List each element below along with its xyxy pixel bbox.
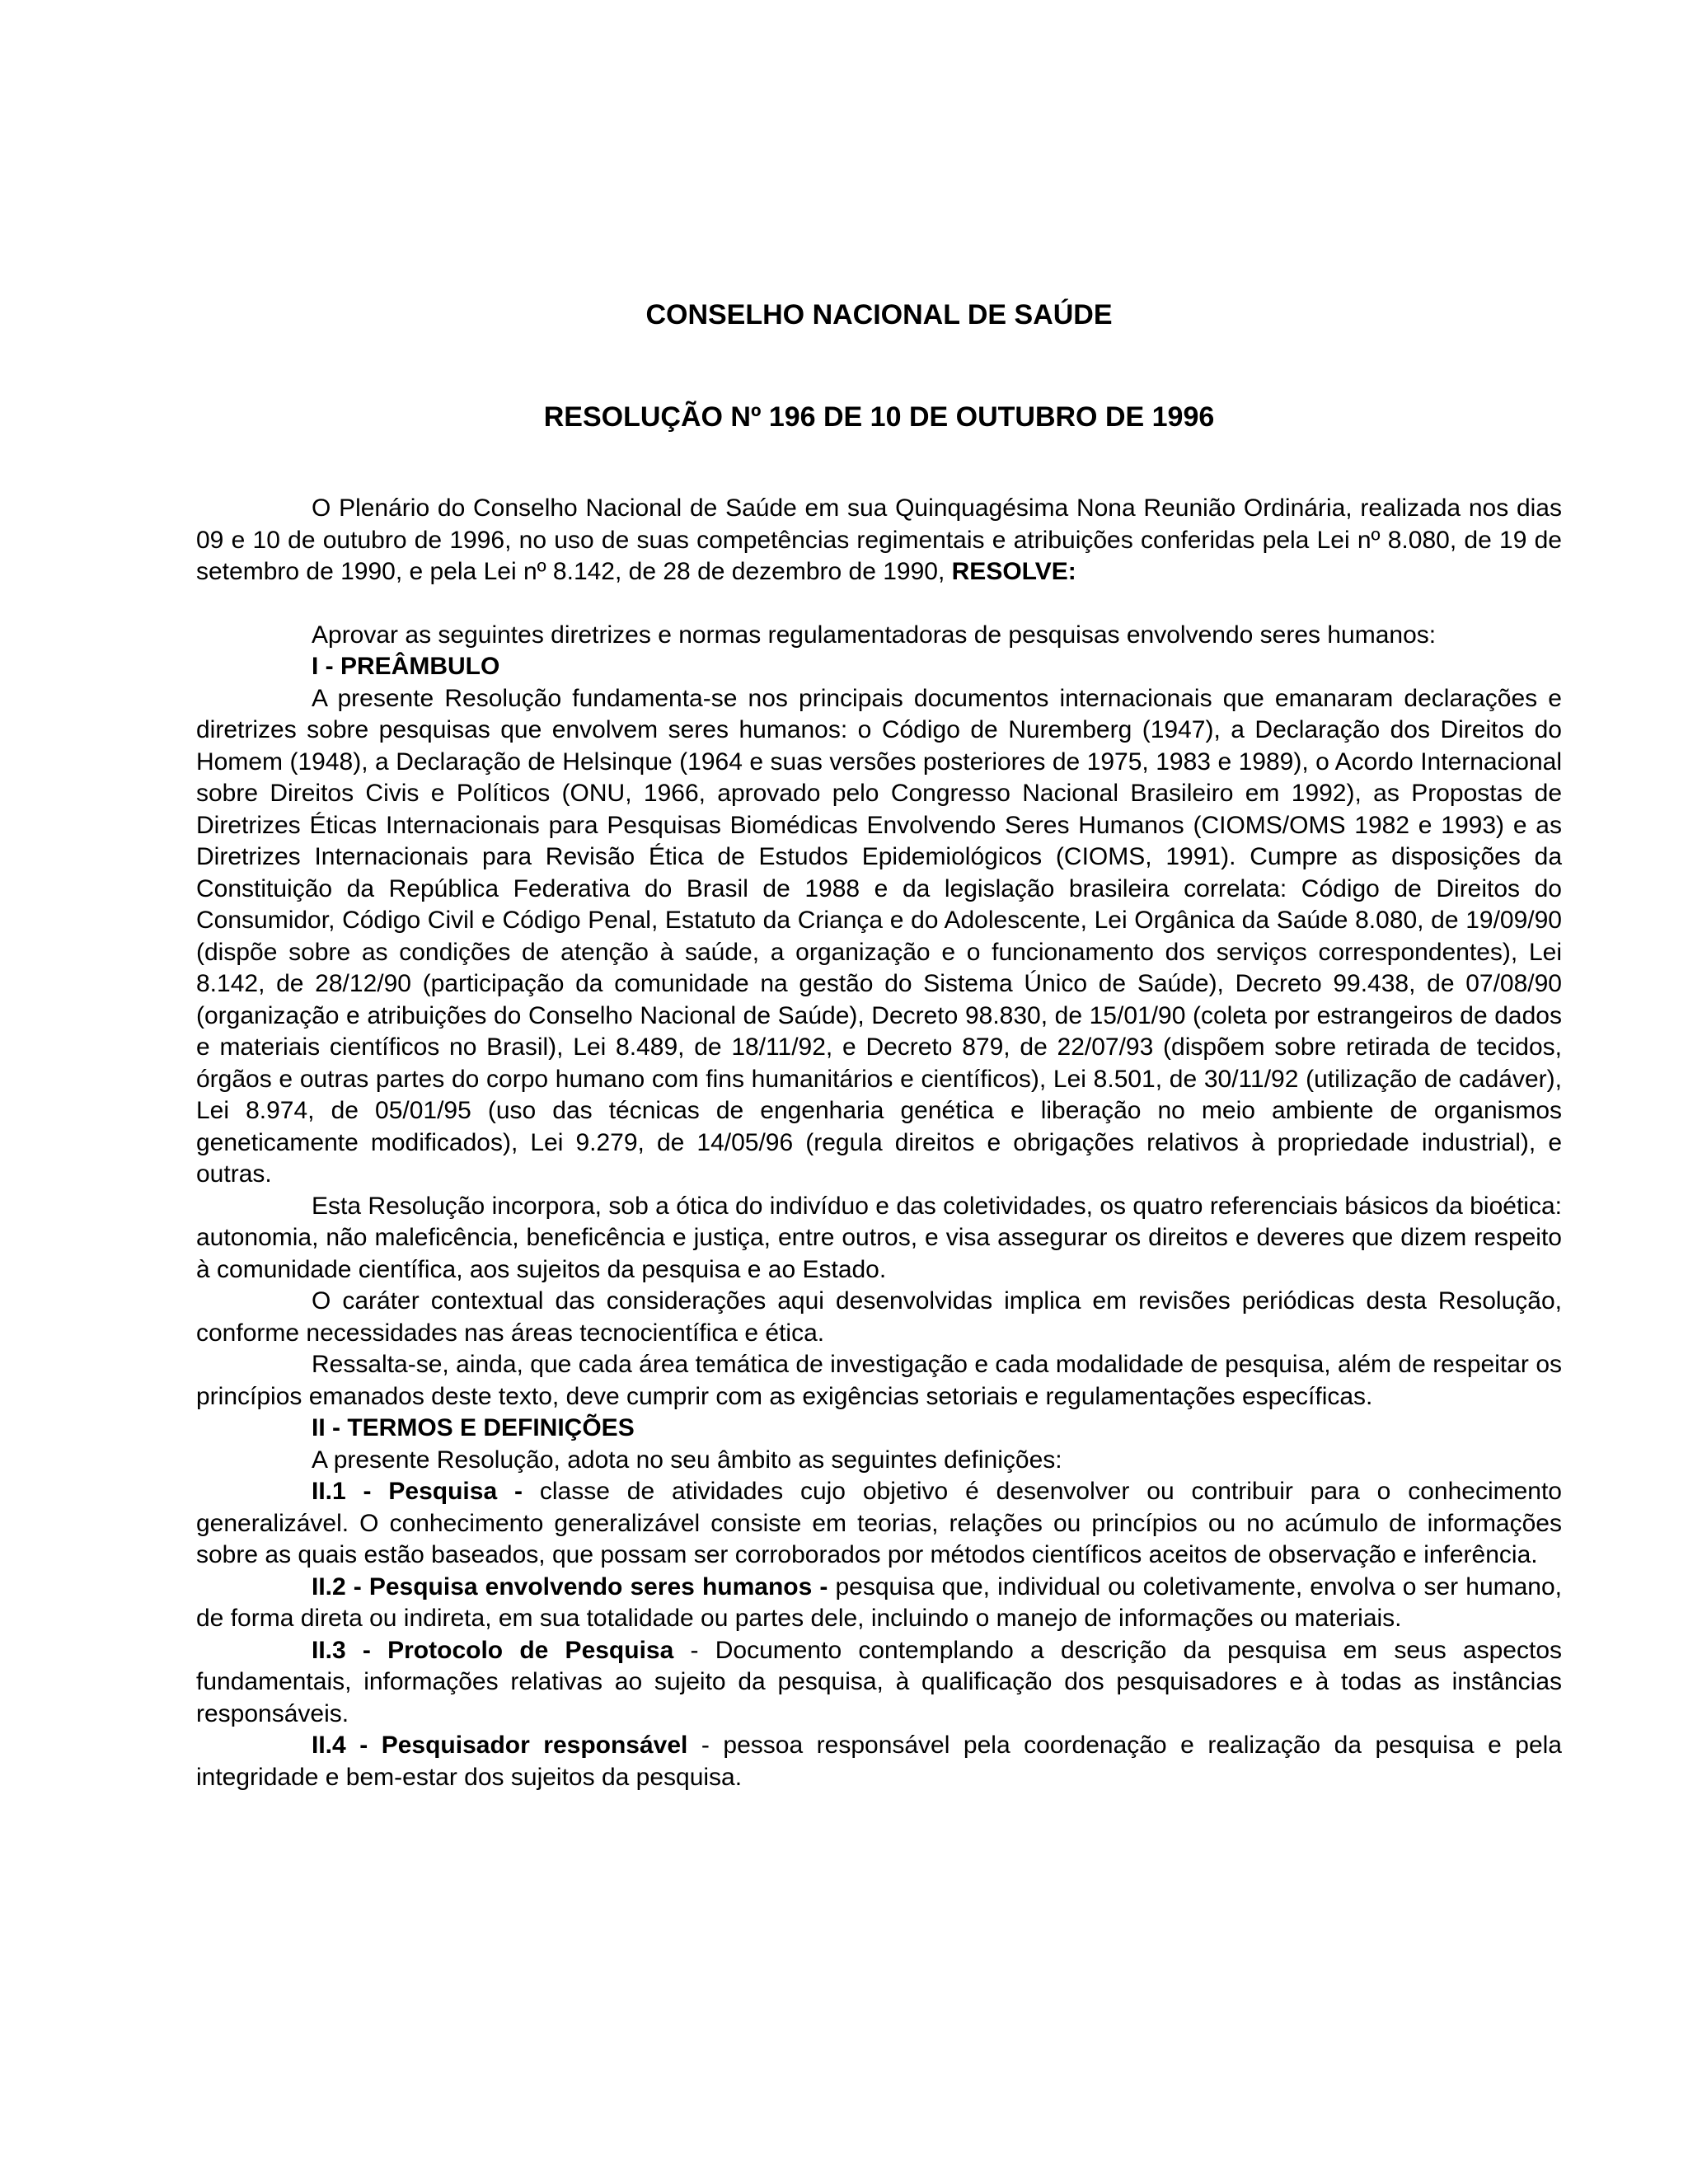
definition-item [196,1635,1562,1731]
preambulo-paragraph: Ressalta-se, ainda, que cada área temática de investigação e cada modalidade de pesquisa, além de respeitar os princípios emanados deste texto, deve cumprir com as exigências setoriais e regulamentações específicas. [196,1351,1562,1410]
definition-term: II.2 - Pesquisa envolvendo seres humanos - [312,1572,828,1601]
resolution-title: RESOLUÇÃO Nº 196 DE 10 DE OUTUBRO DE 1996 [543,401,1215,433]
definition-text: pesquisa que, individual ou coletivamente, envolva o ser humano, de forma direta ou indireta, em sua totalidade ou partes dele, incluindo o manejo de informações ou materiais. [196,1572,1563,1632]
section-termos-title: II - TERMOS E DEFINIÇÕES [312,1414,635,1441]
definition-text: - Documento contemplando a descrição da pesquisa em seus aspectos fundamentais, informações relativas ao sujeito da pesquisa, à qualificação dos pesquisadores e à todas as instâncias responsáveis. [196,1636,1562,1727]
section-preambulo-title: I - PREÂMBULO [312,653,500,680]
definition-term: II.3 - Protocolo de Pesquisa [312,1636,674,1664]
council-title: CONSELHO NACIONAL DE SAÚDE [645,299,1113,330]
preambulo-paragraph: O caráter contextual das considerações aqui desenvolvidas implica em revisões periódicas desta Resolução, conforme necessidades nas áreas tecnocientífica e ética. [196,1287,1562,1347]
definition-item [196,1572,1562,1635]
intro-paragraph [196,493,1562,588]
termos-intro: A presente Resolução, adota no seu âmbito as seguintes definições: [312,1446,1062,1474]
document-body [196,297,1562,1793]
intro-text: O Plenário do Conselho Nacional de Saúde em sua Quinquagésima Nona Reunião Ordinária, realizada nos dias 09 e 10 de outubro de 1996, no uso de suas competências regimentais e atribuições conferidas pela Lei nº 8.080, de 19 de setembro de 1990, e pela Lei nº 8.142, de 28 de dezembro de 1990, [196,494,1562,585]
definition-text: - pessoa responsável pela coordenação e realização da pesquisa e pela integridade e bem-estar dos sujeitos da pesquisa. [196,1732,1562,1791]
resolve-label: RESOLVE: [951,558,1076,585]
preambulo-paragraph: Esta Resolução incorpora, sob a ótica do indivíduo e das coletividades, os quatro referenciais básicos da bioética: autonomia, não maleficência, beneficência e justiça, entre outros, e visa assegurar os direitos e deveres que dizem respeito à comunidade científica, aos sujeitos da pesquisa e ao Estado. [196,1192,1562,1283]
definition-text: classe de atividades cujo objetivo é desenvolver ou contribuir para o conhecimento generalizável. O conhecimento generalizável consiste em teorias, relações ou princípios ou no acúmulo de informações sobre as quais estão baseados, que possam ser corroborados por métodos científicos aceitos de observação e inferência. [196,1478,1562,1568]
approve-paragraph: Aprovar as seguintes diretrizes e normas regulamentadoras de pesquisas envolvendo seres humanos: [312,621,1437,649]
definition-item [196,1730,1562,1793]
definition-term: II.1 - Pesquisa - [312,1478,523,1505]
preambulo-paragraph: A presente Resolução fundamenta-se nos principais documentos internacionais que emanaram declarações e diretrizes sobre pesquisas que envolvem seres humanos: o Código de Nuremberg (1947), a Declaração dos Direitos do Homem (1948), a Declaração de Helsinque (1964 e suas versões posteriores de 1975, 1983 e 1989), o Acordo Internacional sobre Direitos Civis e Políticos (ONU, 1966, aprovado pelo Congresso Nacional Brasileiro em 1992), as Propostas de Diretrizes Éticas Internacionais para Pesquisas Biomédicas Envolvendo Seres Humanos (CIOMS/OMS 1982 e 1993) e as Diretrizes Internacionais para Revisão Ética de Estudos Epidemiológicos (CIOMS, 1991). Cumpre as disposições da Constituição da República Federativa do Brasil de 1988 e da legislação brasileira correlata: Código de Direitos do Consumidor, Código Civil e Código Penal, Estatuto da Criança e do Adolescente, Lei Orgânica da Saúde 8.080, de 19/09/90 (dispõe sobre as condições de atenção à saúde, a organização e o funcionamento dos serviços correspondentes), Lei 8.142, de 28/12/90 (participação da comunidade na gestão do Sistema Único de Saúde), Decreto 99.438, de 07/08/90 (organização e atribuições do Conselho Nacional de Saúde), Decreto 98.830, de 15/01/90 (coleta por estrangeiros de dados e materiais científicos no Brasil), Lei 8.489, de 18/11/92, e Decreto 879, de 22/07/93 (dispõem sobre retirada de tecidos, órgãos e outras partes do corpo humano com fins humanitários e científicos), Lei 8.501, de 30/11/92 (utilização de cadáver), Lei 8.974, de 05/01/95 (uso das técnicas de engenharia genética e liberação no meio ambiente de organismos geneticamente modificados), Lei 9.279, de 14/05/96 (regula direitos e obrigações relativos à propriedade industrial), e outras. [196,684,1562,1188]
definition-term: II.4 - Pesquisador responsável [312,1732,688,1759]
definition-item [196,1476,1562,1572]
